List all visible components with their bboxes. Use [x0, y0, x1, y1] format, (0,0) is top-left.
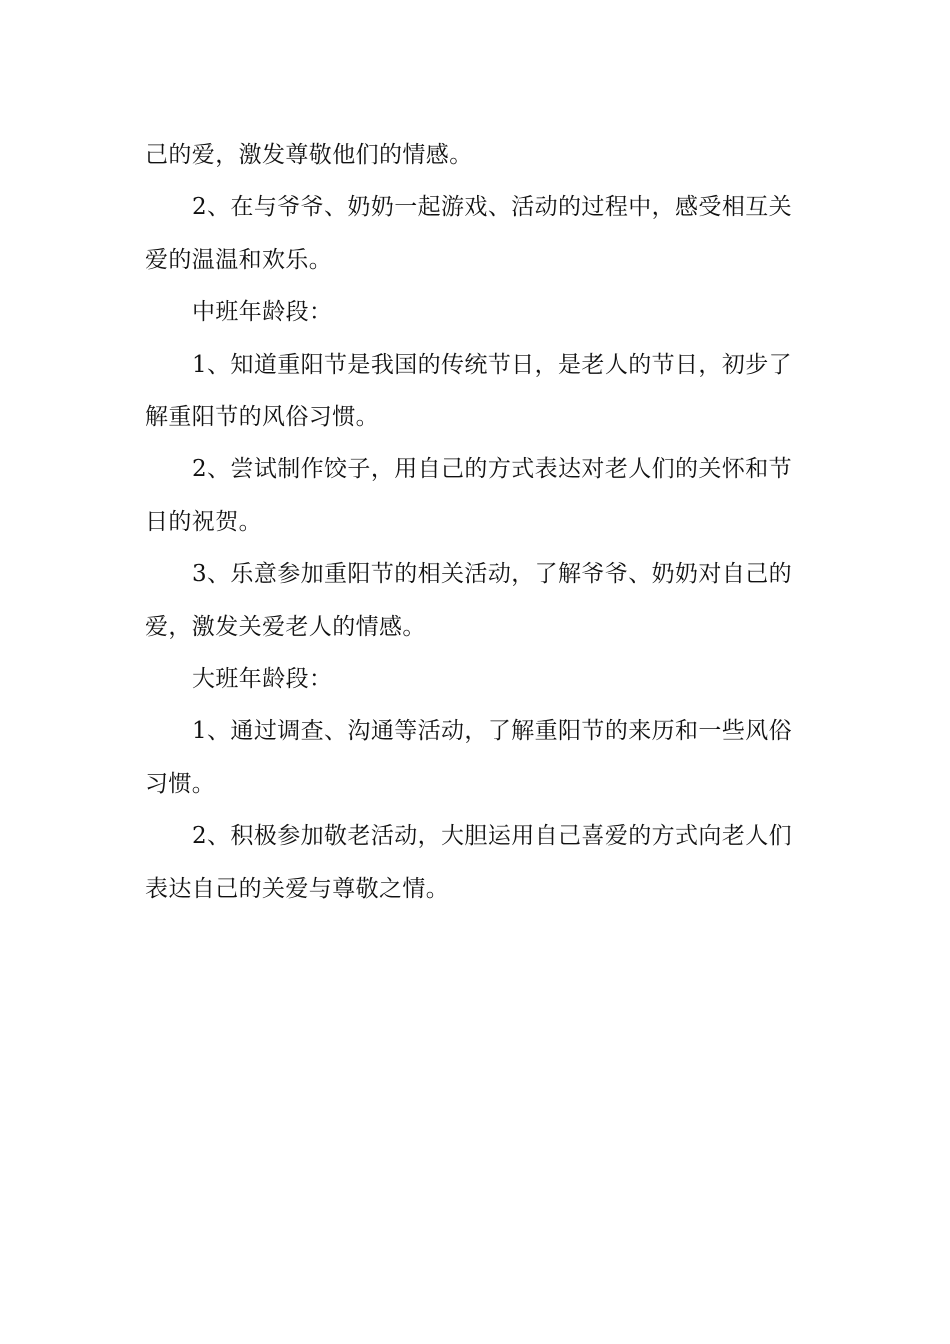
paragraph-6-line-1: 3、乐意参加重阳节的相关活动，了解爷爷、奶奶对自己的 [192, 561, 793, 588]
paragraph-4-line-2: 解重阳节的风俗习惯。 [145, 404, 379, 431]
paragraph-8-line-2: 习惯。 [145, 770, 216, 797]
section-heading-middle-class [145, 286, 810, 338]
paragraph-5-line-2: 日的祝贺。 [145, 508, 262, 535]
paragraph-6 [145, 548, 810, 653]
paragraph-2-line-1: 2、在与爷爷、奶奶一起游戏、活动的过程中，感受相互关 [192, 194, 793, 221]
paragraph-5 [145, 443, 810, 548]
paragraph-8-line-1: 1、通过调查、沟通等活动，了解重阳节的来历和一些风俗 [192, 718, 793, 745]
paragraph-1 [145, 129, 810, 181]
paragraph-8 [145, 705, 810, 810]
paragraph-4-line-1: 1、知道重阳节是我国的传统节日，是老人的节日，初步了 [192, 351, 793, 378]
paragraph-2-line-2: 爱的温温和欢乐。 [145, 246, 333, 273]
paragraph-1-line-1: 己的爱，激发尊敬他们的情感。 [145, 142, 473, 168]
paragraph-6-line-2: 爱，激发关爱老人的情感。 [145, 613, 426, 640]
paragraph-4 [145, 339, 810, 444]
section-heading-senior-class-text: 大班年龄段： [192, 666, 333, 693]
paragraph-5-line-1: 2、尝试制作饺子，用自己的方式表达对老人们的关怀和节 [192, 456, 793, 483]
paragraph-2 [145, 181, 810, 286]
document-body [145, 129, 810, 915]
paragraph-9-line-1: 2、积极参加敬老活动，大胆运用自己喜爱的方式向老人们 [192, 823, 793, 850]
paragraph-9-line-2: 表达自己的关爱与尊敬之情。 [145, 875, 450, 902]
paragraph-9 [145, 810, 810, 915]
section-heading-senior-class [145, 653, 810, 705]
section-heading-middle-class-text: 中班年龄段： [192, 299, 333, 326]
